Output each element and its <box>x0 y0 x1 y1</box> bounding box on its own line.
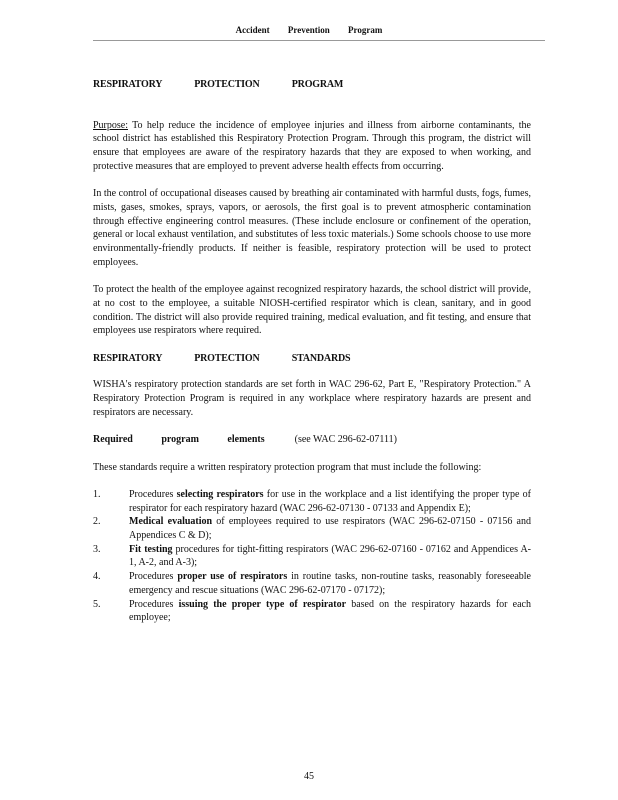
purpose-paragraph <box>93 119 531 174</box>
list-item-key-phrase: selecting respirators <box>176 488 264 500</box>
required-elements-label: Required program elements <box>93 434 265 446</box>
list-item: 3. Fit testing procedures for tight-fitting respirators (WAC 296-62-07160 - 07162 and Appendices A-1, A-2, and A-3); <box>93 543 531 569</box>
list-item-number: 2. <box>93 516 101 528</box>
list-item: 5. Procedures issuing the proper type of respirator based on the respiratory hazards for each employee; <box>93 598 531 624</box>
list-item-key-phrase: issuing the proper type of respirator <box>178 598 347 610</box>
section-heading-program: RESPIRATORY PROTECTION PROGRAM <box>93 79 344 90</box>
list-item-number: 4. <box>93 571 101 583</box>
protect-paragraph: To protect the health of the employee against recognized respiratory hazards, the school district will provide, at no cost to the employee, a suitable NIOSH-certified respirator which is clean, sanitary, and in good condition. The district will also provide required training, medical evaluation, and fit testing, and ensure that employees use respirators where required. <box>93 284 531 337</box>
purpose-label: Purpose: <box>93 119 128 131</box>
section-heading-standards: RESPIRATORY PROTECTION STANDARDS <box>93 352 351 364</box>
wisha-paragraph: WISHA's respiratory protection standards are set forth in WAC 296-62, Part E, "Respiratory Protection." A Respiratory Protection Program is required in any workplace where respiratory hazards are present and respirators are necessary. <box>93 379 531 418</box>
list-item: 2. Medical evaluation of employees required to use respirators (WAC 296-62-07150 - 07156 and Appendices C & D); <box>93 516 531 541</box>
header-rule <box>93 40 545 41</box>
required-elements-heading <box>93 433 531 447</box>
program-elements-list <box>93 488 531 625</box>
control-paragraph: In the control of occupational diseases caused by breathing air contaminated with harmful dusts, fogs, fumes, mists, gases, smokes, sprays, vapors, or aerosols, the first goal is to prevent atmospheric contamination through effective engineering control measures. (These include enclosure or confinement of the operation, general or local exhaust ventilation, and substitutes of less toxic materials.) Some schools choose to use more environmentally-friendly products. If neither is feasible, respiratory protection will be used to protect employees. <box>93 188 531 268</box>
running-header: Accident Prevention Program <box>235 25 383 35</box>
list-item: 1. Procedures selecting respirators for use in the workplace and a list identifying the proper type of respirator for each respiratory hazard (WAC 296-62-07130 - 07133 and Appendix E); <box>93 488 531 514</box>
list-item: 4. Procedures proper use of respirators in routine tasks, non-routine tasks, reasonably foreseeable emergency and rescue situations (WAC 296-62-07170 - 07172); <box>93 571 531 596</box>
list-item-key-phrase: Fit testing <box>129 543 173 555</box>
list-item-number: 1. <box>93 488 101 500</box>
list-item-key-phrase: Medical evaluation <box>129 516 213 528</box>
list-item-key-phrase: proper use of respirators <box>177 571 288 583</box>
standards-paragraph: These standards require a written respiratory protection program that must include the following: <box>93 461 482 473</box>
list-item-number: 3. <box>93 543 101 555</box>
list-item-number: 5. <box>93 598 101 610</box>
page-number: 45 <box>304 771 314 782</box>
required-elements-ref: (see WAC 296-62-07111) <box>294 434 398 446</box>
purpose-text: To help reduce the incidence of employee injuries and illness from airborne contaminants, the school district has established this Respiratory Protection Program. Through this program, the district will ensure that employees are aware of the respiratory hazards that they are exposed to when working, and protective measures that are employed to prevent adverse health effects from occurring. <box>93 119 531 172</box>
page-content <box>93 78 531 625</box>
